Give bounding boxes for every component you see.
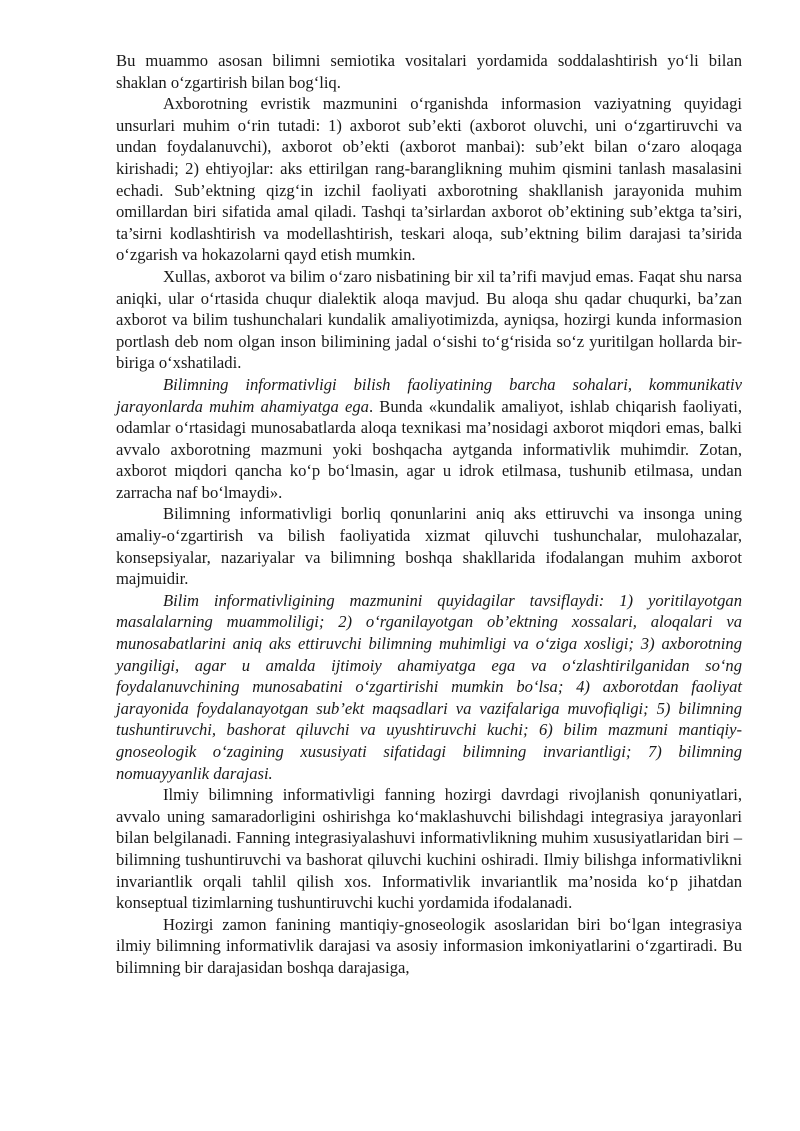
paragraph-4 xyxy=(116,374,742,504)
paragraph-5: Bilimning informativligi borliq qonunlarini aniq aks ettiruvchi va insonga uning amaliy-o‘zgartirish va bilish faoliyatida xizmat qiluvchi tushunchalar, mulohazalar, konsepsiyalar, nazariyalar va bilimning boshqa shakllarida ifodalangan muhim axborot majmuidir. xyxy=(116,504,742,589)
paragraph-7: Ilmiy bilimning informativligi fanning hozirgi davrdagi rivojlanish qonuniyatlari, avvalo uning samaradorligini oshirishga ko‘maklashuvchi bilishdagi integrasiya jarayonlari bilan belgilanadi. Fanning integrasiyalashuvi informativlikning muhim xususiyatlaridan biri – bilimning tushuntiruvchi va bashorat qiluvchi kuchini oshiradi. Ilmiy bilishga informativlikni invariantlik orqali tahlil qilish xos. Informativlik invariantlik ma’nosida ko‘p jihatdan konseptual tizimlarning tushuntiruvchi kuchi yordamida ifodalanadi. xyxy=(116,785,742,913)
paragraph-2: Axborotning evristik mazmunini o‘rganishda informasion vaziyatning quyidagi unsurlari muhim o‘rin tutadi: 1) axborot sub’ekti (axborot oluvchi, uni o‘zgartiruvchi va undan foydalanuvchi), axborot ob’ekti (axborot manbai): sub’ekt bilan o‘zaro aloqaga kirishadi; 2) ehtiyojlar: aks ettirilgan rang-baranglikning muhim qismini tanlash masalasini echadi. Sub’ektning qizg‘in izchil faoliyati axborotning shakllanish jarayonida muhim omillardan biri sifatida amal qiladi. Tashqi ta’sirlardan axborot ob’ektining sub’ektga ta’siri, ta’sirni kodlashtirish va modellashtirish, teskari aloqa, sub’ektning bilim darajasi ta’sirida o‘zgarish va hokazolarni qayd etish mumkin. xyxy=(116,94,742,265)
paragraph-4-body: . Bunda «kundalik amaliyot, ishlab chiqarish faoliyati, odamlar o‘rtasidagi munosabatlarda aloqa texnikasi ma’nosidagi axborot miqdori emas, balki avvalo axborotning mazmuni yoki boshqacha aytganda informativlik muhimdir. Zotan, axborot miqdori qancha ko‘p bo‘lmasin, agar u idrok etilmasa, tushunib etilmasa, undan zarracha naf bo‘lmaydi». xyxy=(116,396,743,502)
paragraph-4-italic-lead: Bilimning informativligi bilish faoliyatining barcha sohalari, kommunikativ jarayonlarda muhim ahamiyatga ega xyxy=(116,374,742,416)
paragraph-3: Xullas, axborot va bilim o‘zaro nisbatining bir xil ta’rifi mavjud emas. Faqat shu narsa aniqki, ular o‘rtasida chuqur dialektik aloqa mavjud. Bu aloqa shu qadar chuqurki, ba’zan axborot va bilim tushunchalari kundalik amaliyotimizda, ayniqsa, hozirgi kunda informasion portlash deb nom olgan inson bilimining jadal o‘sishi to‘g‘risida so‘z yuritilgan hollarda bir-biriga o‘xshatiladi. xyxy=(116,266,742,373)
document-page xyxy=(116,50,742,979)
paragraph-6: Bilim informativligining mazmunini quyidagilar tavsiflaydi: 1) yoritilayotgan masalalarning muammoliligi; 2) o‘rganilayotgan ob’ektning xossalari, aloqalari va munosabatlarini aniq aks ettiruvchi bilimning muhimligi va o‘ziga xosligi; 3) axborotning yangiligi, agar u amalda ijtimoiy ahamiyatga ega va o‘zlashtirilganidan so‘ng foydalanuvchining munosabatini o‘zgartirishi mumkin bo‘lsa; 4) axborotdan faoliyat jarayonida foydalanayotgan sub’ekt maqsadlari va vazifalariga muvofiqligi; 5) bilimning tushuntiruvchi, bashorat qiluvchi va uyushtiruvchi kuchi; 6) bilim mazmuni mantiqiy-gnoseologik o‘zagining xususiyati sifatidagi bilimning invariantligi; 7) bilimning nomuayyanlik darajasi. xyxy=(116,590,742,783)
paragraph-1: Bu muammo asosan bilimni semiotika vositalari yordamida soddalashtirish yo‘li bilan shaklan o‘zgartirish bilan bog‘liq. xyxy=(116,51,742,92)
paragraph-8: Hozirgi zamon fanining mantiqiy-gnoseologik asoslaridan biri bo‘lgan integrasiya ilmiy bilimning informativlik darajasi va asosiy informasion imkoniyatlarini o‘zgartiradi. Bu bilimning bir darajasidan boshqa darajasiga, xyxy=(116,914,742,977)
